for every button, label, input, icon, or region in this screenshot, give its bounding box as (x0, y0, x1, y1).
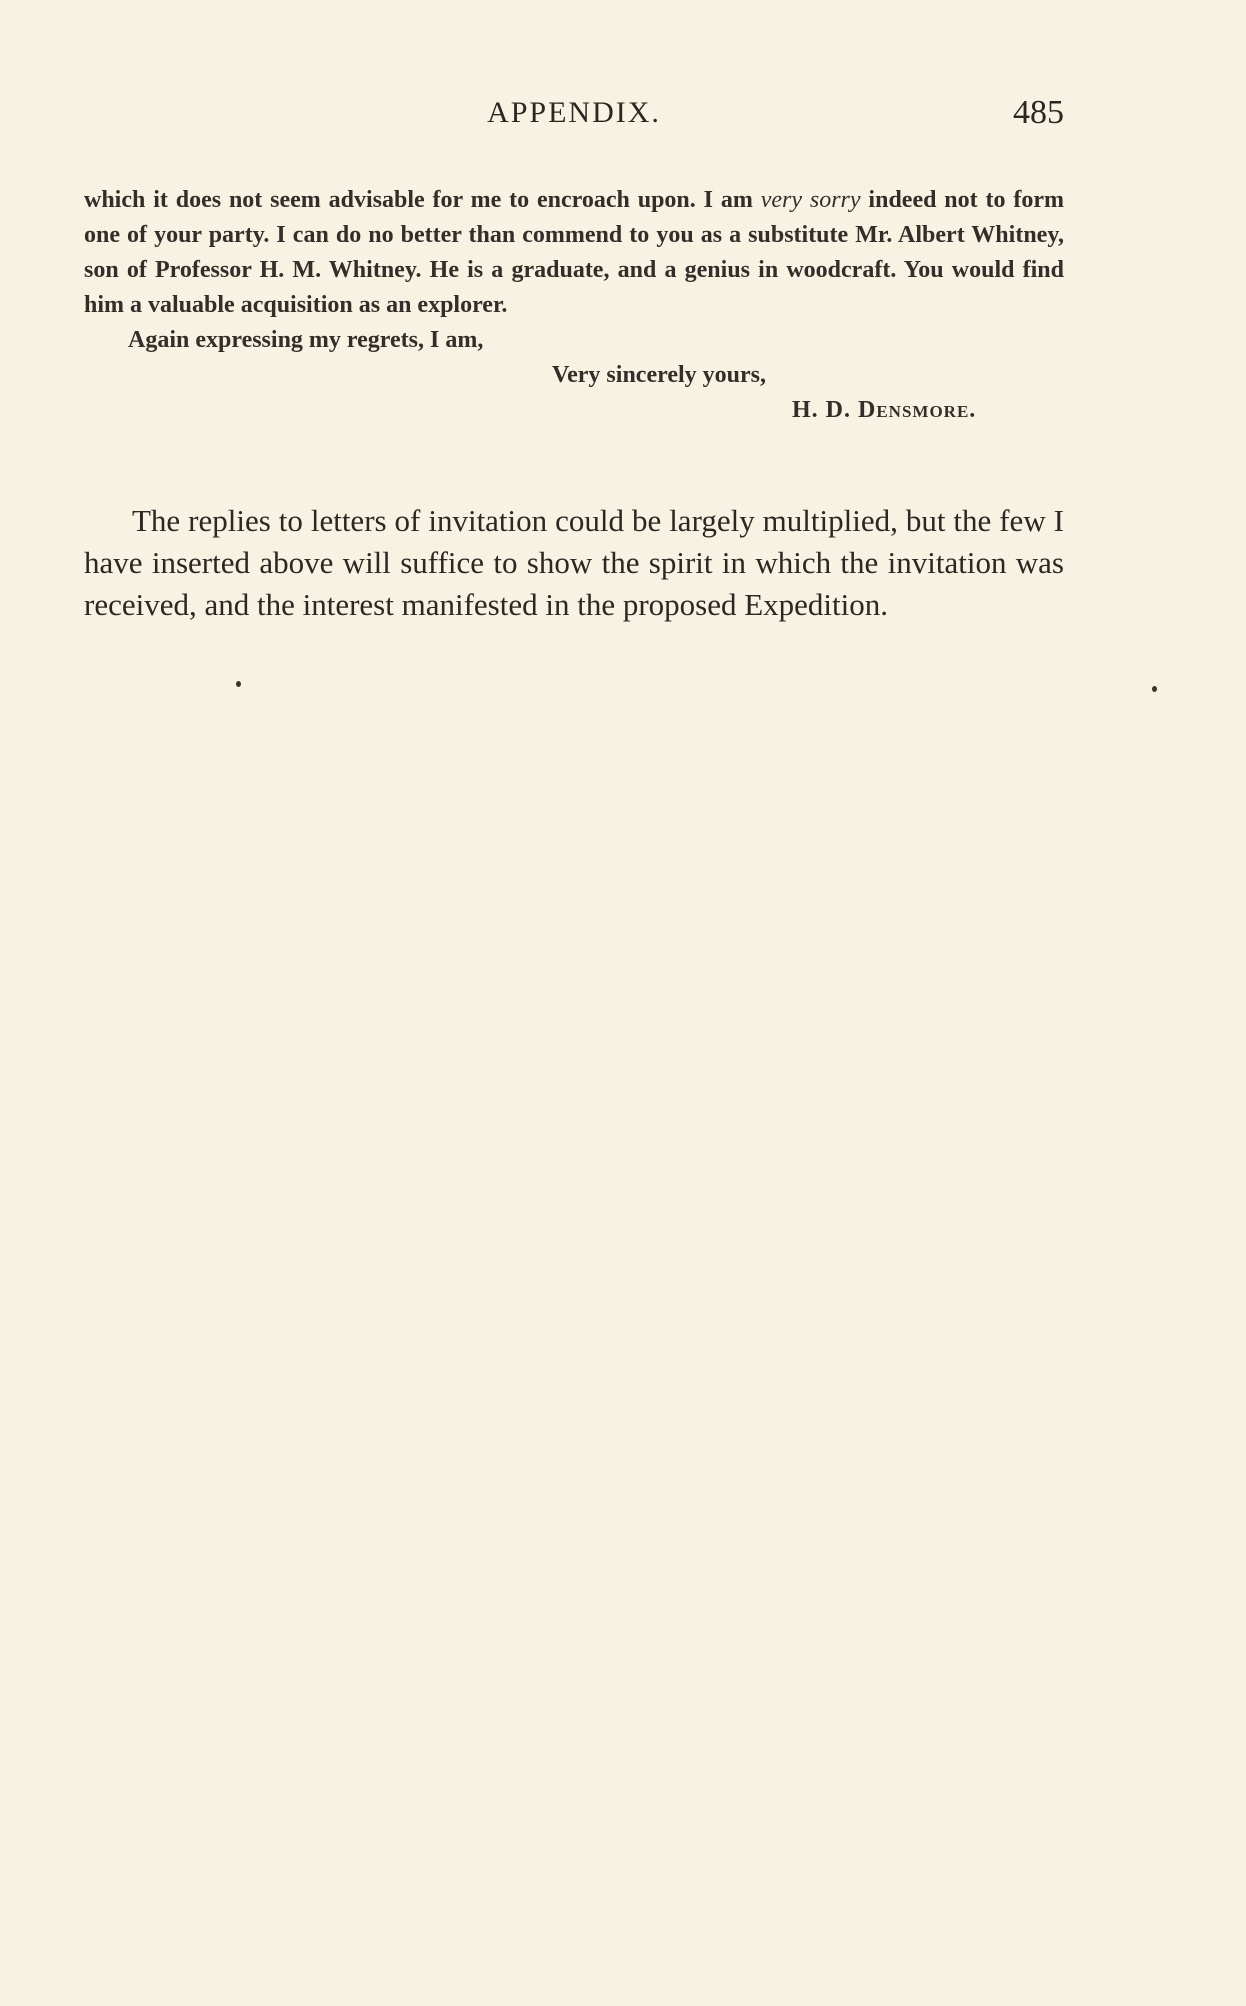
letter-signature: H. D. Densmore. (792, 397, 977, 423)
ink-speck (236, 681, 241, 687)
ink-speck (1152, 686, 1157, 692)
body-paragraph-text: The replies to letters of invitation could be largely multiplied, but the few I have inserted above will suffice to show the spirit in which the invitation was received, and the interest manifested in the proposed Expedition. (84, 503, 1064, 622)
letter-paragraph (84, 183, 1064, 323)
letter-italic-emphasis: very sorry (760, 187, 861, 213)
letter-closing: Again expressing my regrets, I am, (128, 327, 484, 353)
letter-text-end: indeed not to form one of your party. I can do no better than commend to you as a substitute Mr. Albert Whitney, son of Professor H. M. Whitney. He is a graduate, and a genius in woodcraft. You would find him a valuable acquisition as an explorer. (84, 187, 1065, 318)
running-title: APPENDIX. (487, 96, 661, 129)
letter-text-start: which it does not seem advisable for me to encroach upon. I am (84, 187, 761, 213)
page-number: 485 (1013, 94, 1064, 131)
letter-excerpt (84, 183, 1064, 428)
body-paragraph (84, 500, 1064, 626)
letter-valediction: Very sincerely yours, (552, 362, 766, 388)
running-head (84, 96, 1064, 140)
